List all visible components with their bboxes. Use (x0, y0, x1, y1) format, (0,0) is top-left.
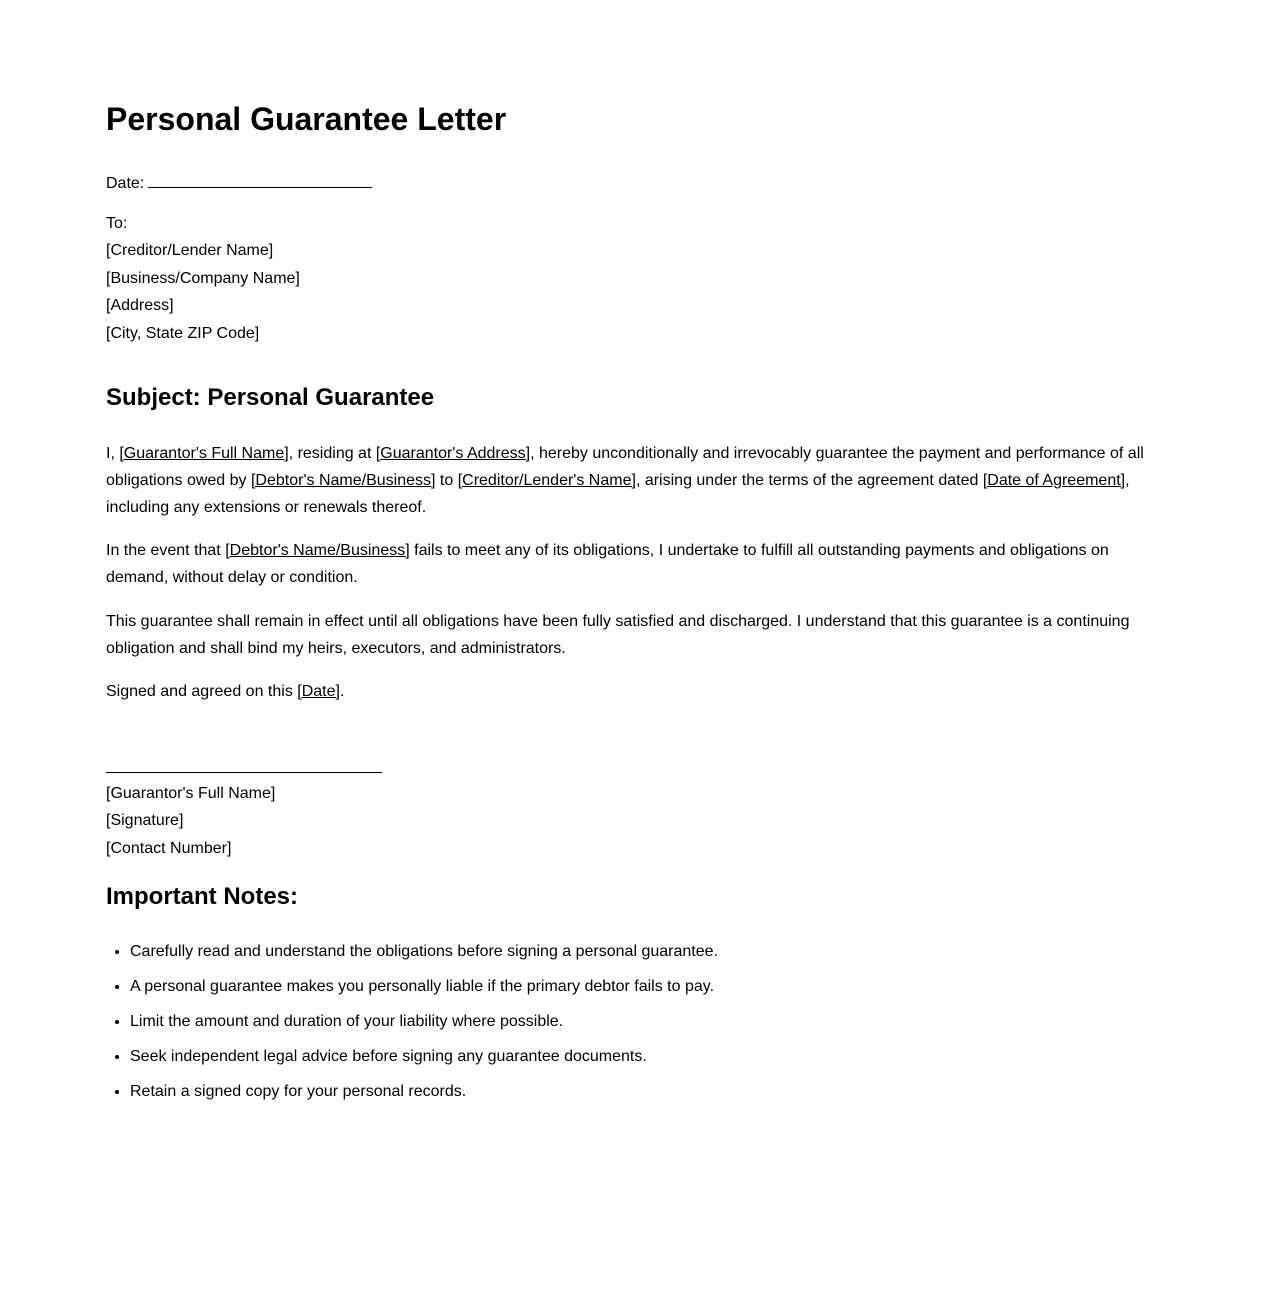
recipient-to-label: To: (106, 215, 128, 232)
list-item: • Carefully read and understand the obligations before signing a personal guarantee. (130, 941, 718, 976)
document-title: Personal Guarantee Letter (106, 101, 507, 137)
list-item: • Seek independent legal advice before signing any guarantee documents. (130, 1046, 718, 1081)
date-label: Date: (106, 175, 145, 192)
placeholder-debtor-name: [Debtor's Name/Business] (250, 472, 436, 490)
recipient-company-name: [Business/Company Name] (106, 269, 300, 287)
text-segment: I, (106, 445, 120, 462)
placeholder-agreement-date: [Date of Agreement] (982, 472, 1126, 490)
date-blank-line (148, 171, 372, 188)
text-segment: Signed and agreed on this (106, 683, 298, 700)
text-segment: , hereby unconditionally and irrevocably guarantee the payment and performance of all obligations owed by (106, 445, 1144, 490)
list-item: • Retain a signed copy for your personal records. (130, 1081, 718, 1116)
recipient-block (106, 210, 300, 347)
text-segment: . (339, 683, 345, 700)
placeholder-signed-date: [Date] (297, 683, 340, 700)
signature-contact-number: [Contact Number] (106, 839, 232, 857)
placeholder-debtor-name: [Debtor's Name/Business] (225, 542, 410, 559)
placeholder-creditor-name: [Creditor/Lender's Name] (457, 472, 636, 490)
placeholder-guarantor-address: [Guarantor's Address] (375, 445, 531, 462)
date-line (106, 171, 372, 194)
text-segment: fails to meet any of its obligations, I undertake to fulfill all outstanding payments and obligations on demand, without delay or condition. (106, 542, 1109, 587)
signature-line (106, 772, 382, 773)
placeholder-guarantor-name: [Guarantor's Full Name] (119, 445, 289, 462)
text-segment: , including any extensions or renewals thereof. (106, 472, 1130, 517)
signed-paragraph (106, 678, 1166, 705)
recipient-creditor-name: [Creditor/Lender Name] (106, 242, 274, 260)
recipient-address: [Address] (106, 297, 174, 315)
list-item: • A personal guarantee makes you personally liable if the primary debtor fails to pay. (130, 976, 718, 1011)
duration-paragraph: This guarantee shall remain in effect until all obligations have been fully satisfied and discharged. I understand that this guarantee is a continuing obligation and shall bind my heirs, executors, and administrators. (106, 613, 1130, 658)
guarantee-paragraph (106, 440, 1166, 522)
text-segment: , residing at (288, 445, 376, 462)
list-item: • Limit the amount and duration of your liability where possible. (130, 1011, 718, 1046)
text-segment: In the event that (106, 542, 226, 559)
signature-block (106, 780, 275, 862)
subject-heading: Subject: Personal Guarantee (106, 384, 435, 411)
recipient-city-state-zip: [City, State ZIP Code] (106, 324, 260, 342)
default-paragraph (106, 537, 1166, 591)
signature-placeholder: [Signature] (106, 812, 184, 830)
notes-heading: Important Notes: (106, 883, 298, 910)
notes-list (106, 941, 718, 1116)
signature-guarantor-name: [Guarantor's Full Name] (106, 785, 276, 802)
text-segment: to (435, 472, 458, 490)
text-segment: , arising under the terms of the agreement dated (635, 472, 983, 490)
